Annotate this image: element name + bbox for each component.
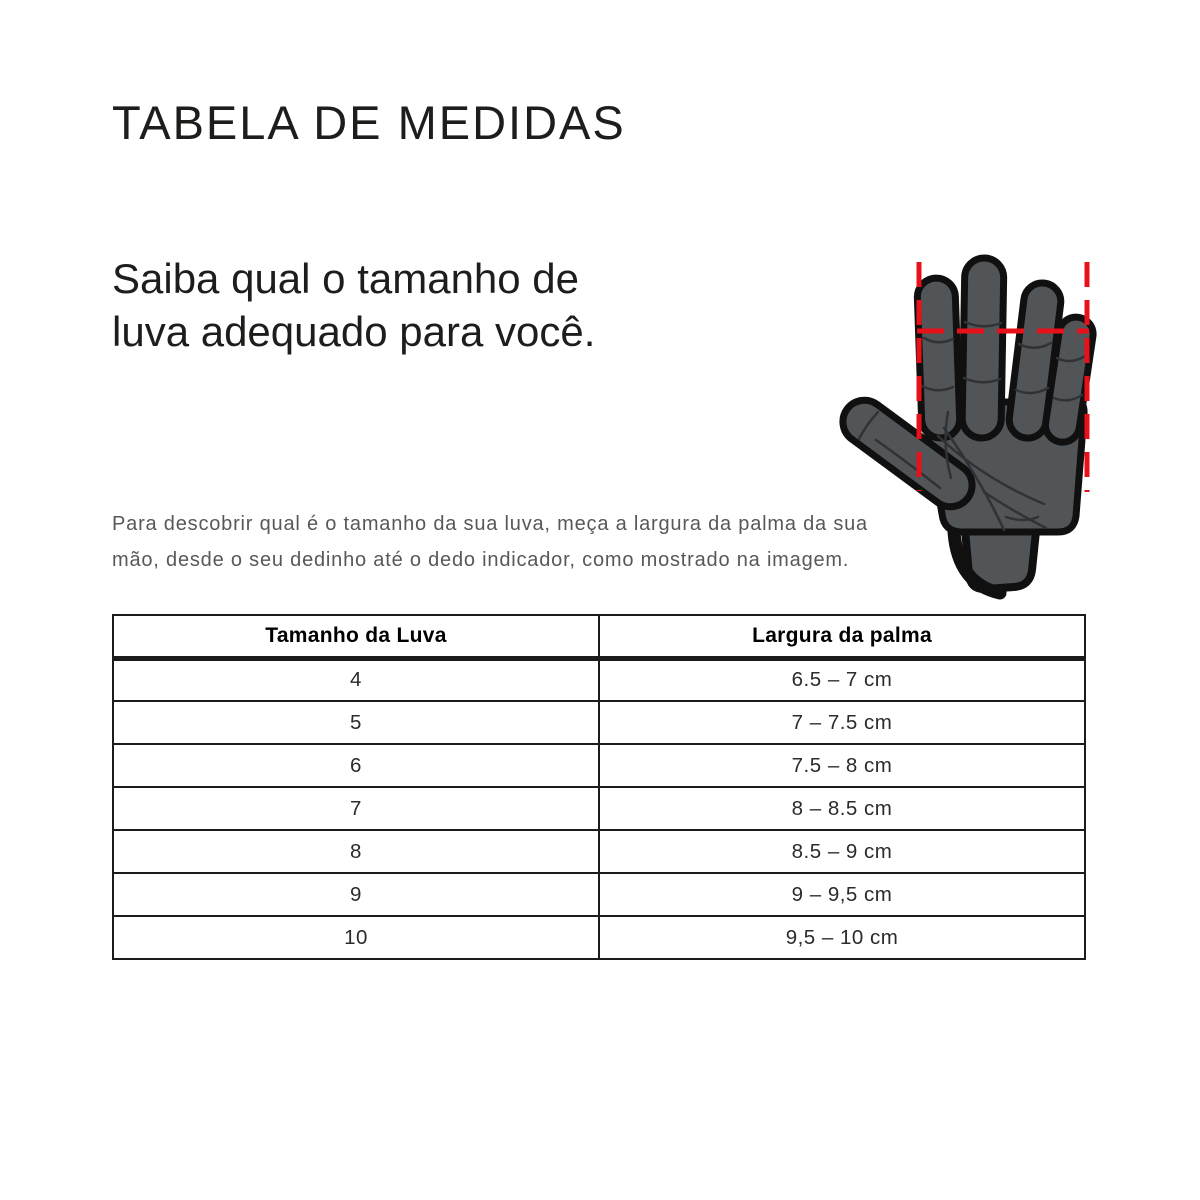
palm-width-cell: 9 – 9,5 cm (599, 873, 1085, 916)
glove-size-cell: 9 (113, 873, 599, 916)
palm-width-cell: 9,5 – 10 cm (599, 916, 1085, 959)
subtitle (112, 252, 595, 358)
col-header-palm-width: Largura da palma (599, 615, 1085, 658)
hand-measurement-diagram (830, 240, 1120, 610)
glove-size-cell: 8 (113, 830, 599, 873)
table-row (113, 873, 1085, 916)
page-title: TABELA DE MEDIDAS (112, 96, 626, 149)
table-row (113, 658, 1085, 701)
table-row (113, 830, 1085, 873)
table-row (113, 701, 1085, 744)
measurement-instructions (112, 506, 868, 578)
index-finger-shape (917, 277, 961, 438)
table-row (113, 787, 1085, 830)
subtitle-line-2: luva adequado para você. (112, 308, 596, 355)
table-header-row (113, 615, 1085, 658)
glove-size-cell: 5 (113, 701, 599, 744)
glove-size-cell: 7 (113, 787, 599, 830)
glove-size-cell: 6 (113, 744, 599, 787)
size-table-body (113, 658, 1085, 959)
table-row (113, 916, 1085, 959)
col-header-glove-size: Tamanho da Luva (113, 615, 599, 658)
glove-size-cell: 4 (113, 658, 599, 701)
palm-width-cell: 8.5 – 9 cm (599, 830, 1085, 873)
palm-width-cell: 8 – 8.5 cm (599, 787, 1085, 830)
instruction-line-1: Para descobrir qual é o tamanho da sua luva, meça a largura da palma da sua (112, 513, 868, 535)
palm-width-cell: 7 – 7.5 cm (599, 701, 1085, 744)
subtitle-line-1: Saiba qual o tamanho de (112, 255, 580, 302)
glove-size-table (112, 614, 1086, 960)
instruction-line-2: mão, desde o seu dedinho até o dedo indicador, como mostrado na imagem. (112, 549, 850, 571)
table-row (113, 744, 1085, 787)
palm-width-cell: 7.5 – 8 cm (599, 744, 1085, 787)
middle-finger-shape (962, 258, 1004, 439)
palm-width-cell: 6.5 – 7 cm (599, 658, 1085, 701)
glove-size-cell: 10 (113, 916, 599, 959)
